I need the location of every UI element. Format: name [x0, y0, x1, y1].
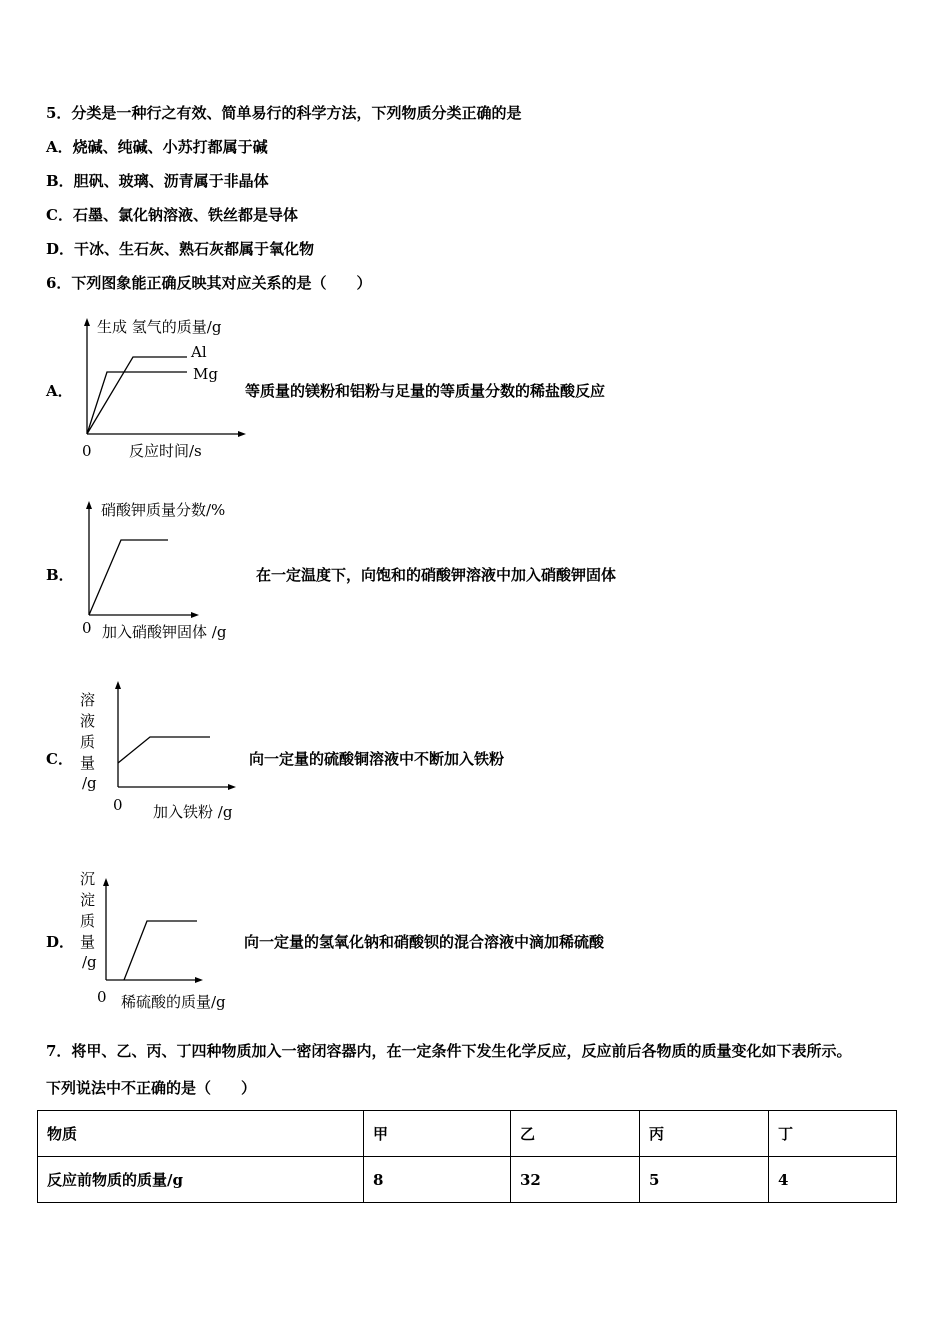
graph-a-mg-label: Mg	[193, 365, 218, 383]
table-header-cell: 丙	[640, 1111, 769, 1157]
y-axis-arrow	[86, 501, 92, 509]
table-header-cell: 物质	[38, 1111, 364, 1157]
precipitate-mass-line	[124, 921, 197, 980]
q6-stem: 6．下列图象能正确反映其对应关系的是（ ）	[46, 274, 372, 292]
graph-d-origin: 0	[97, 988, 107, 1006]
q6-option-d-description: 向一定量的氢氧化钠和硝酸钡的混合溶液中滴加稀硫酸	[244, 933, 605, 951]
mass-fraction-line	[89, 540, 168, 615]
table-header-cell: 乙	[511, 1111, 640, 1157]
q5-option-b[interactable]: B．胆矾、玻璃、沥青属于非晶体	[46, 172, 269, 190]
graph-a-al-label: Al	[191, 343, 207, 361]
x-axis-arrow	[238, 431, 246, 437]
graph-c-xlabel: 加入铁粉 /g	[153, 803, 233, 821]
graph-c-ylabel-1: 溶	[80, 691, 96, 709]
graph-d-ylabel-4: 量	[80, 933, 96, 951]
q6-option-a-description: 等质量的镁粉和铝粉与足量的等质量分数的稀盐酸反应	[245, 382, 606, 400]
x-axis-arrow	[195, 977, 203, 983]
mg-line	[87, 372, 187, 434]
graph-a-ylabel: 生成 氢气的质量/g	[97, 318, 222, 336]
q6-option-b-label[interactable]: B．	[46, 566, 74, 584]
q7-data-table	[37, 1110, 897, 1203]
al-line	[87, 357, 187, 434]
q6-option-c-label[interactable]: C．	[46, 750, 73, 768]
graph-a-origin: 0	[82, 442, 92, 460]
y-axis-arrow	[115, 681, 121, 689]
solution-mass-line	[118, 737, 210, 763]
table-cell: 32	[511, 1157, 640, 1203]
table-header-cell: 甲	[364, 1111, 511, 1157]
graph-d-ylabel-1: 沉	[80, 870, 96, 888]
table-cell: 8	[364, 1157, 511, 1203]
graph-c-ylabel-2: 液	[80, 712, 96, 730]
graph-d-ylabel-3: 质	[80, 912, 96, 930]
q5-option-d[interactable]: D．干冰、生石灰、熟石灰都属于氧化物	[46, 240, 315, 258]
graph-d-xlabel: 稀硫酸的质量/g	[121, 993, 226, 1011]
graph-d-ylabel-unit: /g	[82, 953, 97, 971]
graph-b-origin: 0	[82, 619, 92, 637]
graph-c-ylabel-unit: /g	[82, 774, 97, 792]
table-cell: 4	[769, 1157, 897, 1203]
table-header-row	[38, 1111, 897, 1157]
q6-option-b-description: 在一定温度下，向饱和的硝酸钾溶液中加入硝酸钾固体	[256, 566, 617, 584]
graph-c-ylabel-4: 量	[80, 754, 96, 772]
graph-b-xlabel: 加入硝酸钾固体 /g	[102, 623, 227, 641]
graph-a-xlabel: 反应时间/s	[129, 442, 202, 460]
q6-option-a-label[interactable]: A．	[46, 382, 73, 400]
q6-option-d-label[interactable]: D．	[46, 933, 75, 951]
graph-c-origin: 0	[113, 796, 123, 814]
table-row	[38, 1157, 897, 1203]
y-axis-arrow	[103, 878, 109, 886]
x-axis-arrow	[191, 612, 199, 618]
q6-graph-c	[75, 675, 255, 825]
q6-graph-b	[75, 495, 255, 645]
graph-c-ylabel-3: 质	[80, 733, 96, 751]
q7-stem-line1: 7．将甲、乙、丙、丁四种物质加入一密闭容器内，在一定条件下发生化学反应，反应前后各物质的质量变化如下表所示。	[46, 1042, 852, 1060]
graph-d-ylabel-2: 淀	[80, 891, 96, 909]
q6-graph-a	[75, 312, 255, 462]
graph-b-ylabel: 硝酸钾质量分数/%	[101, 501, 226, 519]
q5-stem: 5．分类是一种行之有效、简单易行的科学方法，下列物质分类正确的是	[46, 104, 522, 122]
table-header-cell: 丁	[769, 1111, 897, 1157]
y-axis-arrow	[84, 318, 90, 326]
x-axis-arrow	[228, 784, 236, 790]
q5-option-c[interactable]: C．石墨、氯化钠溶液、铁丝都是导体	[46, 206, 298, 224]
q5-option-a[interactable]: A．烧碱、纯碱、小苏打都属于碱	[46, 138, 268, 156]
q7-stem-line2: 下列说法中不正确的是（ ）	[46, 1079, 257, 1097]
table-cell: 反应前物质的质量/g	[38, 1157, 364, 1203]
table-cell: 5	[640, 1157, 769, 1203]
q6-graph-d	[75, 862, 255, 1012]
q6-option-c-description: 向一定量的硫酸铜溶液中不断加入铁粉	[249, 750, 505, 768]
